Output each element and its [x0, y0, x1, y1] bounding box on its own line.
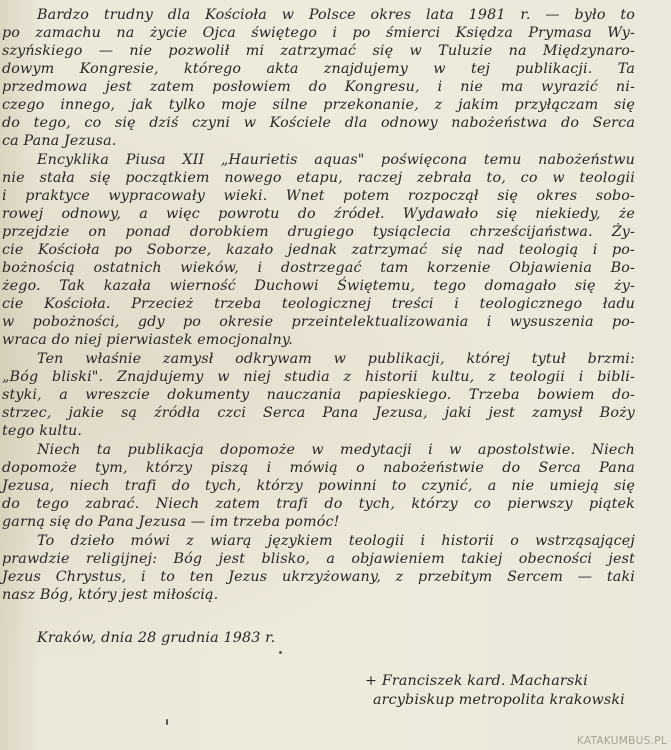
text-line: i praktyce wypracowały wieki. Wnet potem rozpoczął się okres sobo- — [2, 188, 635, 204]
text-line: nie stała się początkiem nowego etapu, raczej zebrała to, co w teologii — [2, 170, 635, 186]
text-line: garną się do Pana Jezusa — im trzeba pomóc! — [2, 514, 340, 530]
text-line: bożnością ostatnich wieków, i dostrzegać tam korzenie Objawienia Bo- — [2, 260, 635, 276]
text-line: cie Kościoła po Soborze, kazało jednak zatrzymać się nad teologią i po- — [2, 242, 635, 258]
date-line: Kraków, dnia 28 grudnia 1983 r. — [37, 630, 276, 646]
text-line: szyńskiego — nie pozwolił mi zatrzymać się w Tuluzie na Międzynaro- — [2, 43, 635, 59]
text-line: Jezus Chrystus, i to ten Jezus ukrzyżowany, z przebitym Sercem — taki — [2, 569, 635, 585]
text-line: do tego zabrać. Niech zatem trafi do tych, którzy co pierwszy piątek — [2, 496, 635, 512]
signature-name: + Franciszek kard. Macharski — [365, 673, 588, 689]
text-line: po zamachu na życie Ojca świętego i po śmierci Księdza Prymasa Wy- — [2, 25, 635, 41]
text-line: ca Pana Jezusa. — [2, 133, 117, 149]
text-line: styki, a wreszcie dokumenty nauczania papieskiego. Trzeba bowiem do- — [2, 387, 635, 403]
ink-speck — [166, 719, 168, 725]
text-line: tego kultu. — [2, 423, 83, 439]
text-line: strzec, jakie są źródła czci Serca Pana Jezusa, jaki jest zamysł Boży — [2, 405, 635, 421]
text-line: dowym Kongresie, którego akta znajdujemy w tej publikacji. Ta — [2, 61, 635, 77]
text-line: To dzieło mówi z wiarą językiem teologii i historii o wstrząsającej — [37, 533, 635, 549]
signature-title: arcybiskup metropolita krakowski — [373, 692, 625, 708]
text-line: prawdzie religijnej: Bóg jest blisko, a objawieniem takiej obecności jest — [2, 551, 635, 567]
text-line: Bardzo trudny dla Kościoła w Polsce okres lata 1981 r. — było to — [37, 7, 635, 23]
text-line: żego. Tak kazała wierność Duchowi Świętemu, tego domagało się ży- — [2, 278, 635, 294]
text-line: do tego, co się dziś czyni w Kościele dla odnowy nabożeństwa do Serca — [2, 115, 635, 131]
text-line: dopomoże tym, którzy piszą i mówią o nabożeństwie do Serca Pana — [2, 460, 635, 476]
watermark: KATAKUMBUS.PL — [576, 735, 667, 747]
text-line: Encyklika Piusa XII „Haurietis aquas" poświęcona temu nabożeństwu — [37, 152, 635, 168]
text-line: rowej odnowy, a więc powrotu do źródeł. Wydawało się niekiedy, że — [2, 206, 635, 222]
text-line: wraca do niej pierwiastek emocjonalny. — [2, 332, 293, 348]
text-line: przedmowa jest zatem posłowiem do Kongresu, i nie ma wyrazić ni- — [2, 79, 635, 95]
text-line: Niech ta publikacja dopomoże w medytacji i w apostolstwie. Niech — [37, 442, 635, 458]
text-line: nasz Bóg, który jest miłością. — [2, 587, 219, 603]
text-line: „Bóg bliski". Znajdujemy w niej studia z historii kultu, z teologii i bibli- — [2, 369, 635, 385]
text-line: w pobożności, gdy po okresie przeintelektualizowania i wysuszenia po- — [2, 314, 635, 330]
text-line: Ten właśnie zamysł odkrywam w publikacji, której tytuł brzmi: — [37, 351, 635, 367]
text-line: czego innego, jak tylko moje silne przekonanie, z jakim przyłączam się — [2, 97, 635, 113]
text-line: Jezusa, niech trafi do tych, którzy powinni to czynić, a nie umieją się — [2, 478, 635, 494]
text-line: cie Kościoła. Przecież trzeba teologicznej treści i teologicznego ładu — [2, 296, 635, 312]
text-line: przejdzie on ponad dorobkiem drugiego tysiąclecia chrześcijaństwa. Ży- — [2, 224, 635, 240]
ink-speck — [279, 651, 282, 654]
